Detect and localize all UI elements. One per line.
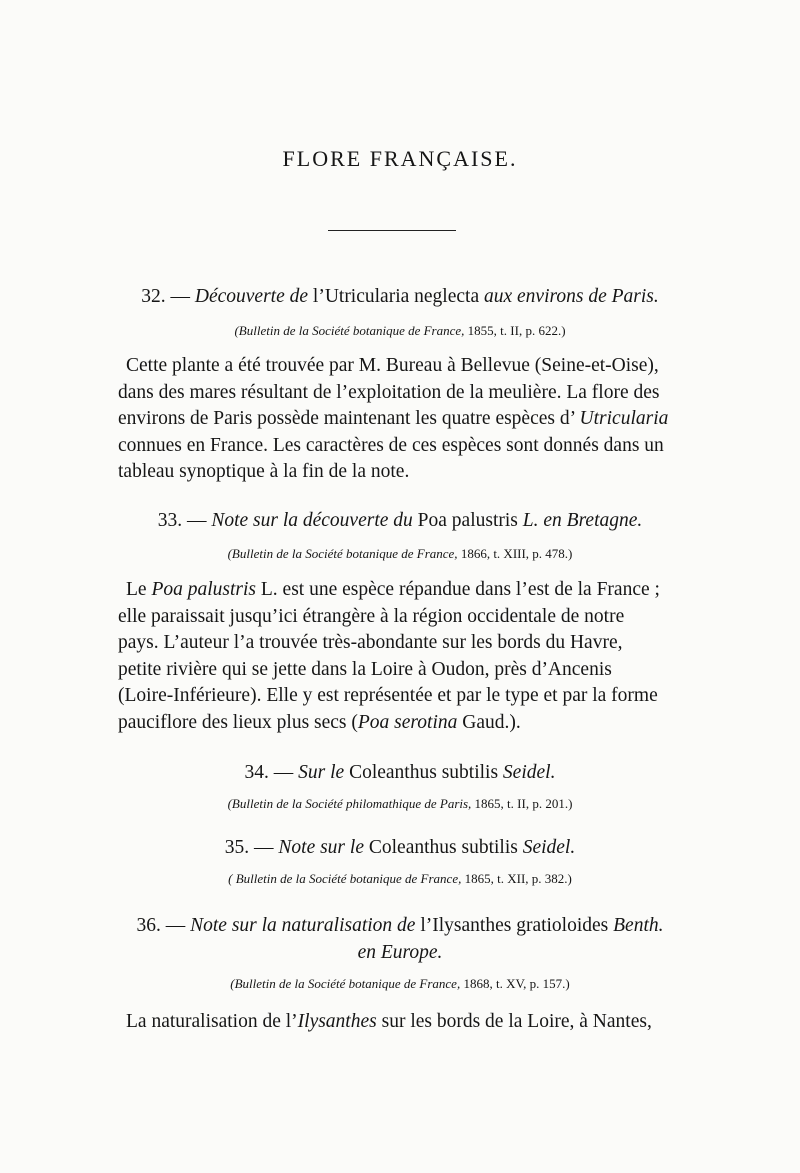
title-rule <box>328 230 456 231</box>
entry-citation: (Bulletin de la Société botanique de France, 1868, t. XV, p. 157.) <box>230 976 570 991</box>
entry-citation: (Bulletin de la Société botanique de France, 1866, t. XIII, p. 478.) <box>227 546 573 561</box>
entry-heading-continuation: en Europe. <box>357 942 443 963</box>
entry-heading: 32. — Découverte de l’Utricularia neglecta aux environs de Paris. <box>141 286 659 307</box>
entry-citation: (Bulletin de la Société philomathique de Paris, 1865, t. II, p. 201.) <box>227 796 573 811</box>
entry-paragraph: Le Poa palustris L. est une espèce répandue dans l’est de la France ; elle paraissait jusqu’ici étrangère à la région occidentale de notre pays. L’auteur l’a trouvée très-abondante sur les bords du Havre, petite rivière qui se jette dans la Loire à Oudon, près d’Ancenis (Loire-Inférieure). Elle y est représentée et par le type et par la forme pauciflore des lieux plus secs (Poa serotina Gaud.). <box>118 579 660 733</box>
bleed-through-text <box>120 122 125 143</box>
entry-heading: 33. — Note sur la découverte du Poa palustris L. en Bretagne. <box>157 510 643 531</box>
entry-citation: (Bulletin de la Société botanique de France, 1855, t. II, p. 622.) <box>234 323 566 338</box>
entry-heading: 34. — Sur le Coleanthus subtilis Seidel. <box>244 762 556 783</box>
entry-heading: 36. — Note sur la naturalisation de l’Ilysanthes gratioloides Benth. <box>136 915 664 936</box>
entry-citation: ( Bulletin de la Société botanique de France, 1865, t. XII, p. 382.) <box>228 871 572 886</box>
entry-paragraph: Cette plante a été trouvée par M. Bureau à Bellevue (Seine-et-Oise), dans des mares résultant de l’exploitation de la meulière. La flore des environs de Paris possède maintenant les quatre espèces d’ Utricularia connues en France. Les caractères de ces espèces sont donnés dans un tableau synoptique à la fin de la note. <box>118 355 669 482</box>
page-title: FLORE FRANÇAISE. <box>282 146 518 171</box>
entry-paragraph: La naturalisation de l’Ilysanthes sur les bords de la Loire, à Nantes, <box>126 1011 652 1032</box>
entry-heading: 35. — Note sur le Coleanthus subtilis Seidel. <box>224 837 576 858</box>
